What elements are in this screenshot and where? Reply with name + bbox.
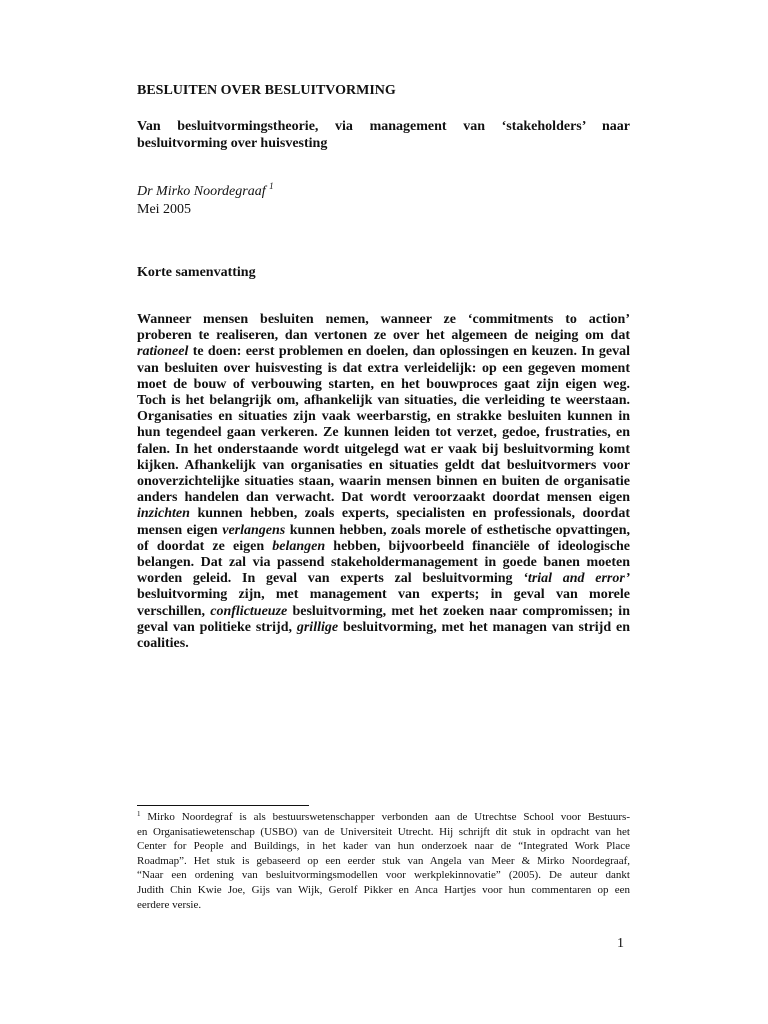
page-number: 1 [617,936,624,951]
summary-text: geval van politieke strijd, [137,619,297,635]
summary-line [137,506,630,522]
summary-text: kunnen hebben, zoals experts, specialisten en professionals, doordat [189,506,630,522]
emphasized-term: verlangens [222,522,286,538]
summary-text: worden geleid. In geval van experts zal besluitvorming [137,571,524,587]
footnote-text: Judith Chin Kwie Joe, Gijs van Wijk, Gerolf Pikker en Anca Hartjes voor hun commentaren op een [137,883,630,896]
summary-text: kijken. Afhankelijk van organisaties en situaties geldt dat besluitvormers voor [137,457,630,473]
footnote-text: Center for People and Buildings, in het kader van hun onderzoek naar de “Integrated Work Place [137,840,630,853]
summary-line [137,474,630,490]
summary-text: falen. In het onderstaande wordt uitgelegd wat er vaak bij besluitvorming komt [137,441,630,457]
summary-text: of doordat ze eigen [137,538,273,554]
emphasized-term: rationeel [137,344,189,360]
summary-text: besluitvorming zijn, met management van experts; in geval van morele [137,587,630,603]
footnote-reference[interactable]: 1 [269,181,274,191]
summary-text: onoverzichtelijke situaties staan, waarin mensen binnen en buiten de organisatie [137,474,630,490]
summary-text: hebben, bijvoorbeeld financiële of ideologische [325,538,630,554]
summary-line [137,312,630,328]
footnote-text: Mirko Noordegraf is als bestuurswetenschapper verbonden aan de Utrechtse School voor Bestuurs- [140,811,630,823]
summary-text: kunnen hebben, zoals morele of esthetische opvattingen, [285,522,630,538]
summary-text: proberen te realiseren, dan vertonen ze over het algemeen de neiging om dat [137,328,630,344]
emphasized-term: grillige [296,619,339,635]
summary-text: hun tegendeel gaan verkeren. Ze kunnen leiden tot verzet, gedoe, frustraties, en [137,425,630,441]
summary-text: van besluiten over huisvesting is dat extra verleidelijk: op een gegeven moment [137,360,630,376]
summary-line [137,393,630,409]
footnote [137,810,630,912]
emphasized-term: ‘trial and error’ [523,571,630,587]
summary-text: Organisaties en situaties zijn vaak weerbarstig, en strakke besluiten kunnen in [137,409,630,425]
summary-text: anders handelen dan verwacht. Dat wordt veroorzaakt doordat mensen eigen [137,490,630,506]
summary-text: verschillen, [137,603,211,619]
footnote-separator [137,805,309,806]
author-name: Dr Mirko Noordegraaf [137,184,266,199]
publication-date: Mei 2005 [137,202,192,217]
summary-line [137,539,630,555]
summary-text: moet de bouw of verbouwing starten, en het bouwproces gaat zijn eigen weg. [137,376,630,392]
author-line [137,183,274,201]
summary-text: besluitvorming, met het zoeken naar compromissen; in [287,603,630,619]
summary-text: coalities. [137,636,189,652]
subtitle-line: Van besluitvormingstheorie, via management van ‘stakeholders’ naar [137,119,630,134]
footnote-text: en Organisatiewetenschap (USBO) van de Universiteit Utrecht. Hij schrijft dit stuk in opdracht van het [137,825,630,838]
emphasized-term: conflictueuze [210,603,288,619]
document-subtitle [137,118,630,152]
footnote-text: eerdere versie. [137,898,202,911]
emphasized-term: belangen [272,538,326,554]
footnote-line [137,854,630,869]
summary-line [137,587,630,603]
footnote-line [137,898,630,913]
summary-line [137,361,630,377]
footnote-line [137,839,630,854]
summary-line [137,442,630,458]
footnote-text: Roadmap”. Het stuk is gebaseerd op een eerder stuk van Angela van Meer & Mirko Noordegraaf, [137,854,630,867]
summary-line [137,377,630,393]
summary-line [137,344,630,360]
summary-line [137,490,630,506]
summary-line [137,604,630,620]
summary-line [137,571,630,587]
subtitle-line: besluitvorming over huisvesting [137,136,328,151]
summary-paragraph [137,312,630,652]
summary-line [137,328,630,344]
summary-text: te doen: eerst problemen en doelen, dan oplossingen en keuzen. In geval [188,344,630,360]
summary-line [137,620,630,636]
summary-text: Toch is het belangrijk om, afhankelijk van situaties, die verleiding te weerstaan. [137,393,630,409]
summary-text: mensen eigen [137,522,223,538]
emphasized-term: inzichten [137,506,190,522]
footnote-line [137,883,630,898]
footnote-line [137,868,630,883]
summary-line [137,636,630,652]
section-heading: Korte samenvatting [137,265,256,280]
footnote-line [137,810,630,825]
summary-line [137,555,630,571]
summary-text: Wanneer mensen besluiten nemen, wanneer ze ‘commitments to action’ [137,312,630,327]
document-title: BESLUITEN OVER BESLUITVORMING [137,83,396,98]
footnote-marker: 1 [137,810,141,818]
summary-line [137,523,630,539]
summary-line [137,458,630,474]
footnote-text: “Naar een ordening van besluitvormingsmodellen voor werkplekinnovatie” (2005). De auteur dankt [137,869,630,882]
summary-line [137,425,630,441]
footnote-line [137,825,630,840]
summary-text: besluitvorming, met het managen van strijd en [338,619,630,635]
summary-text: belangen. Dat zal via passend stakeholdermanagement in goede banen moeten [137,555,630,571]
summary-line [137,409,630,425]
